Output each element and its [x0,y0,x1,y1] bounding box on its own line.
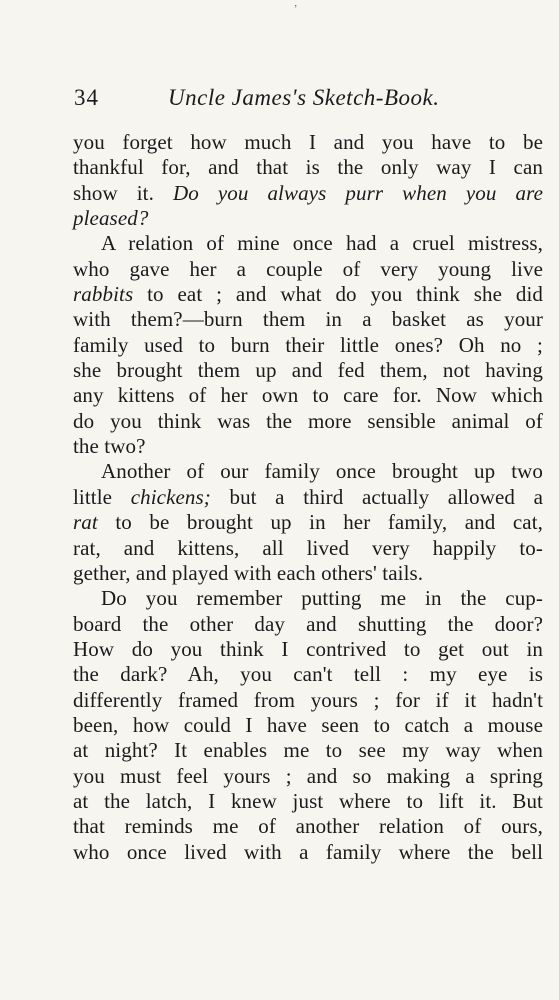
text-line [73,662,543,687]
text-segment: the two? [73,434,146,459]
italic-text: rabbits [73,282,134,307]
text-line [73,814,543,839]
text-segment: but a third actually allowed a [210,484,543,509]
text-segment: who gave her a couple of very young live [73,256,543,281]
text-segment: you must feel yours ; and so making a spring [73,763,543,788]
text-line [73,536,543,561]
text-line [73,383,543,408]
text-line [73,434,543,459]
text-segment: little [73,484,131,509]
text-line [73,282,543,307]
text-line [73,586,543,611]
text-segment: How do you think I contrived to get out in [73,636,543,661]
page-header [74,80,544,116]
text-segment: been, how could I have seen to catch a mouse [73,712,543,737]
text-line [73,206,543,231]
text-line [73,333,543,358]
text-line [73,307,543,332]
text-segment: any kittens of her own to care for. Now which [73,383,543,408]
text-segment: family used to burn their little ones? Oh no ; [73,332,543,357]
text-line [73,181,543,206]
body-text [73,130,543,865]
page-number: 34 [74,85,99,110]
text-segment: A relation of mine once had a cruel mistress, [101,231,543,256]
text-line [73,764,543,789]
text-line [73,840,543,865]
text-line [73,561,543,586]
italic-text: pleased? [73,206,149,231]
text-segment: board the other day and shutting the door? [73,611,543,636]
italic-text: Do you always purr when you are [172,180,543,205]
text-line [73,358,543,383]
text-line [73,130,543,155]
text-segment: gether, and played with each others' tails. [73,560,424,585]
text-segment: at the latch, I knew just where to lift it. But [73,788,543,813]
text-segment: Do you remember putting me in the cup- [101,586,543,611]
text-segment: that reminds me of another relation of ours, [73,814,543,839]
italic-text: rat [73,510,98,535]
print-speck: ʼ [294,4,298,15]
text-segment: at night? It enables me to see my way when [73,738,543,763]
running-head: Uncle James's Sketch-Book. [168,85,440,110]
text-line [73,738,543,763]
text-line [73,713,543,738]
text-line [73,789,543,814]
text-segment: do you think was the more sensible animal of [73,408,543,433]
text-line [73,612,543,637]
text-segment: Another of our family once brought up two [101,459,543,484]
text-segment: the dark? Ah, you can't tell : my eye is [73,662,543,687]
text-line [73,257,543,282]
text-line [73,155,543,180]
text-segment: to eat ; and what do you think she did [133,282,543,307]
text-segment: differently framed from yours ; for if it hadn't [73,687,543,712]
text-segment: thankful for, and that is the only way I can [73,155,543,180]
text-segment: rat, and kittens, all lived very happily to- [73,535,543,560]
text-segment: she brought them up and fed them, not having [73,358,543,383]
text-line [73,231,543,256]
text-line [73,485,543,510]
text-line [73,637,543,662]
text-segment: who once lived with a family where the bell [73,839,543,864]
text-line [73,409,543,434]
text-segment: show it. [73,180,173,205]
text-line [73,688,543,713]
italic-text: chickens; [130,484,211,509]
text-segment: to be brought up in her family, and cat, [97,510,543,535]
text-line [73,510,543,535]
text-line [73,459,543,484]
text-segment: with them?—burn them in a basket as your [73,307,543,332]
text-segment: you forget how much I and you have to be [73,130,543,154]
